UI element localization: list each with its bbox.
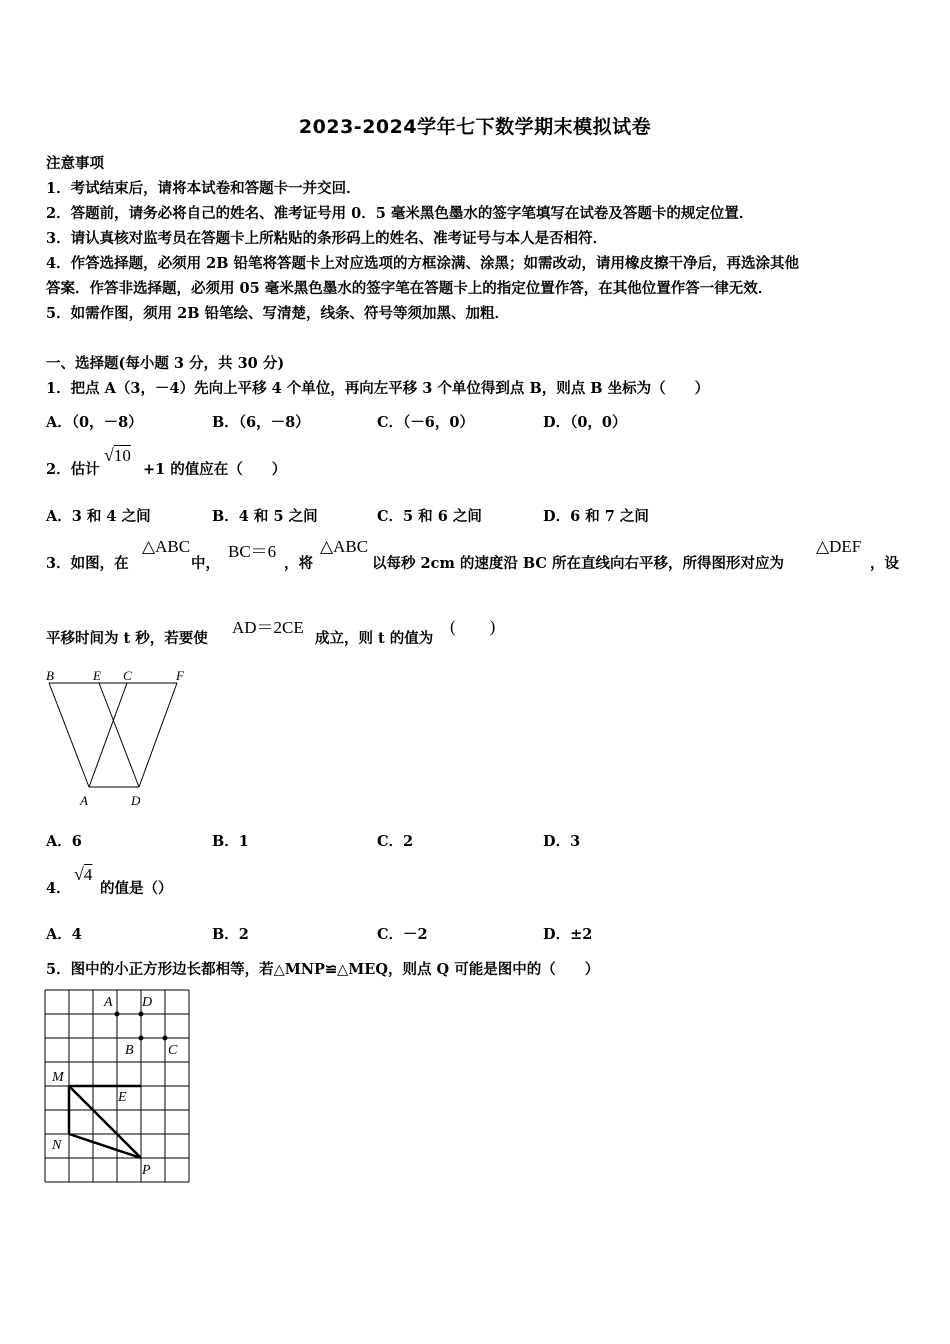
q3-option-b: B．1 <box>212 833 249 850</box>
q4-option-a: A．4 <box>46 926 82 943</box>
q3-triangle-abc: △ABC <box>142 537 191 556</box>
page-title: 2023-2024学年七下数学期末模拟试卷 <box>298 116 652 138</box>
q4-option-c: C．－2 <box>377 926 428 943</box>
q3-label-c: C <box>123 668 132 683</box>
q5-label-n: N <box>52 1138 62 1153</box>
q4-option-d: D．±2 <box>543 926 593 943</box>
q3-figure <box>40 662 200 812</box>
q5-label-m: M <box>52 1070 64 1085</box>
q5-point-b <box>139 1036 144 1041</box>
q3-line-ed <box>99 683 139 787</box>
q3-label-a: A <box>80 793 88 808</box>
section-heading: 一、选择题(每小题 3 分，共 30 分) <box>46 355 285 372</box>
q3-line2-a: 平移时间为 t 秒，若要使 <box>46 630 208 647</box>
q3-text-2: 中， <box>191 555 220 572</box>
q3-text-4: 以每秒 2cm 的速度沿 BC 所在直线向右平移，所得图形对应为 <box>372 555 785 572</box>
q5-label-e: E <box>118 1090 127 1105</box>
q4-prefix: 4． <box>46 880 71 897</box>
q1-option-a: A．（0，－8） <box>46 414 143 431</box>
q3-prefix: 3．如图，在 <box>46 555 129 572</box>
q2-option-c: C．5 和 6 之间 <box>377 508 482 525</box>
q5-label-p: P <box>142 1163 151 1178</box>
notice-item-5: 5．如需作图，须用 2B 铅笔绘、写清楚，线条、符号等须加黑、加粗． <box>46 305 510 322</box>
q2-suffix: +1 的值应在（ ） <box>143 461 287 478</box>
q3-triangle-abc-2: △ABC <box>320 537 369 556</box>
q5-label-d: D <box>142 995 153 1010</box>
q3-line-fd <box>139 683 177 787</box>
q5-grid-figure <box>44 988 190 1184</box>
q3-bc-eq: BC＝6 <box>228 542 277 561</box>
q5-point-c <box>163 1036 168 1041</box>
question-5: 5．图中的小正方形边长都相等，若△MNP≌△MEQ，则点 Q 可能是图中的（ ） <box>46 961 600 978</box>
q5-point-d <box>139 1012 144 1017</box>
q2-prefix: 2．估计 <box>46 461 100 478</box>
sqrt-4-radicand: 4 <box>83 865 93 884</box>
q3-option-a: A．6 <box>46 833 82 850</box>
q1-option-c: C．（－6，0） <box>377 414 474 431</box>
q3-line2-b: 成立，则 t 的值为 <box>315 630 434 647</box>
q3-triangle-def: △DEF <box>816 537 862 556</box>
notice-item-4-cont: 答案．作答非选择题，必须用 05 毫米黑色墨水的签字笔在答题卡上的指定位置作答，在其他位置作答一律无效． <box>46 280 773 297</box>
q1-option-d: D．（0，0） <box>543 414 627 431</box>
sqrt-10-radicand: 10 <box>113 446 131 465</box>
q5-label-a: A <box>104 995 113 1010</box>
q3-line-ba <box>49 683 89 787</box>
q5-point-a <box>115 1012 120 1017</box>
q1-option-b: B．（6，－8） <box>212 414 310 431</box>
q3-paren: ( ) <box>450 617 496 636</box>
q4-option-b: B．2 <box>212 926 249 943</box>
q3-ad-eq: AD＝2CE <box>232 618 304 637</box>
notice-item-4: 4．作答选择题，必须用 2B 铅笔将答题卡上对应选项的方框涂满、涂黑；如需改动，请用橡皮擦干净后，再选涂其他 <box>46 255 800 272</box>
q3-label-d: D <box>131 793 141 808</box>
q3-option-d: D．3 <box>543 833 581 850</box>
q3-text-3: ，将 <box>284 555 313 572</box>
notice-item-2: 2．答题前，请务必将自己的姓名、准考证号用 0．5 毫米黑色墨水的签字笔填写在试卷及答题卡的规定位置． <box>46 205 754 222</box>
question-1: 1．把点 A（3，－4）先向上平移 4 个单位，再向左平移 3 个单位得到点 B，则点 B 坐标为（ ） <box>46 380 710 397</box>
sqrt-4: √4 <box>74 864 93 884</box>
notice-item-1: 1．考试结束后，请将本试卷和答题卡一并交回． <box>46 180 361 197</box>
q2-option-b: B．4 和 5 之间 <box>212 508 318 525</box>
q3-label-b: B <box>46 668 54 683</box>
q3-label-e: E <box>93 668 101 683</box>
q5-label-c: C <box>168 1043 178 1058</box>
notice-item-3: 3．请认真核对监考员在答题卡上所粘贴的条形码上的姓名、准考证号与本人是否相符． <box>46 230 608 247</box>
q3-line-ac <box>89 683 127 787</box>
sqrt-10: √10 <box>104 445 131 465</box>
q3-label-f: F <box>176 668 184 683</box>
q3-option-c: C．2 <box>377 833 414 850</box>
q2-option-d: D．6 和 7 之间 <box>543 508 649 525</box>
q4-suffix: 的值是（） <box>100 880 173 897</box>
q5-label-b: B <box>125 1043 134 1058</box>
q2-option-a: A．3 和 4 之间 <box>46 508 151 525</box>
notice-heading: 注意事项 <box>46 155 104 172</box>
q3-text-5: ，设 <box>870 555 899 572</box>
